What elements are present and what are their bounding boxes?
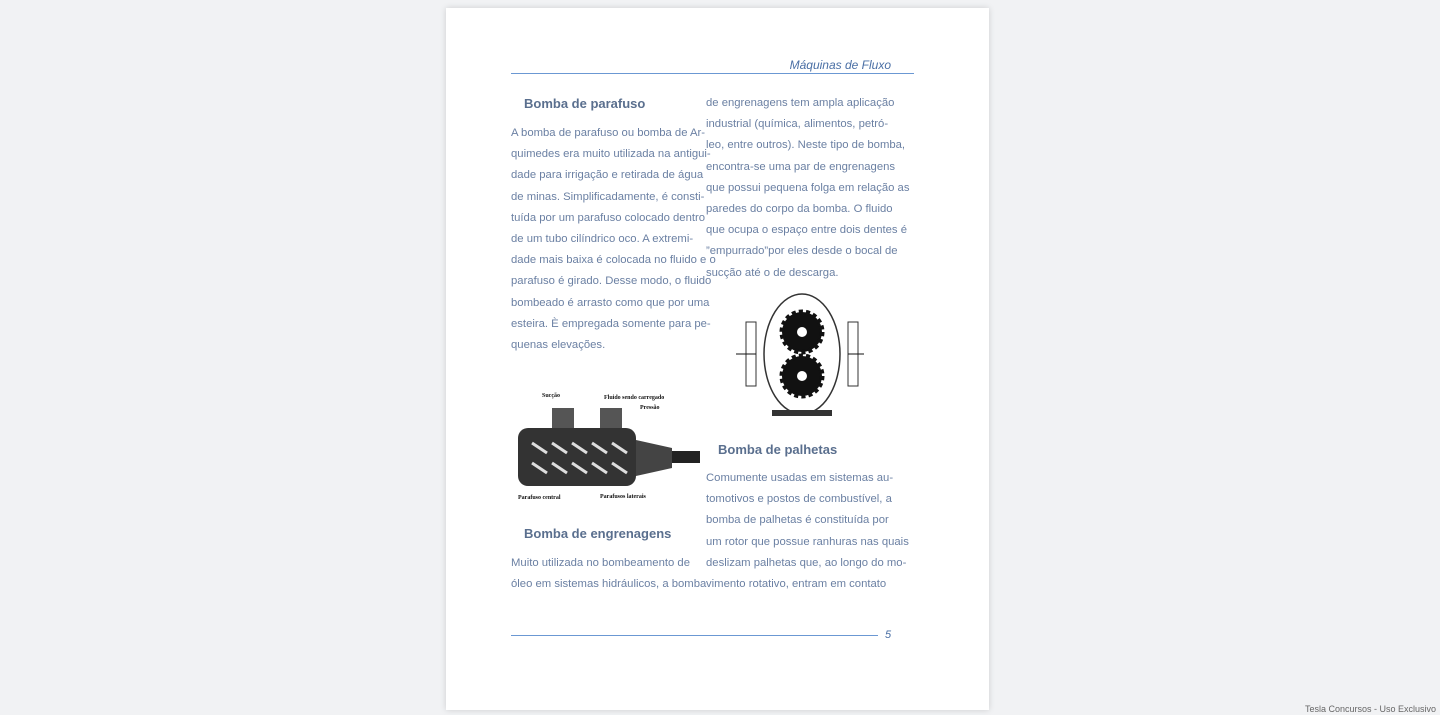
paragraph-parafuso: A bomba de parafuso ou bomba de Ar- quimedes era muito utilizada na antigui- dade para irrigação e retirada de água de minas. Simplificadamente, é consti- tuída por um parafuso colocado dentro de um tubo cilíndrico oco. A extremi- dade mais baixa é colocada no fluido e o parafuso é girado. Desse modo, o fluido bombeado é arrasto como que por uma esteira. È empregada somente para pe- quenas elevações. [511, 127, 716, 351]
gear-pump-figure [736, 292, 866, 420]
footer-note: Tesla Concursos - Uso Exclusivo [1304, 704, 1436, 714]
svg-text:Pressão: Pressão [640, 405, 660, 411]
paragraph-engrenagens-cont: de engrenagens tem ampla aplicação industrial (química, alimentos, petró- leo, entre outros). Neste tipo de bomba, encontra-se uma par de engrenagens que possui pequena folga em relação as paredes do corpo da bomba. O fluido que ocupa o espaço entre dois dentes é ”empurrado”por eles desde o bocal de sucção até o de descarga. [706, 97, 910, 279]
svg-text:Fluido sendo carregado: Fluido sendo carregado [604, 395, 665, 401]
screw-pump-figure [512, 388, 702, 504]
paragraph-engrenagens: Muito utilizada no bombeamento de óleo em sistemas hidráulicos, a bomba [511, 557, 707, 591]
document-page [446, 8, 989, 710]
heading-bomba-parafuso: Bomba de parafuso [524, 96, 646, 111]
header-rule [511, 73, 914, 74]
page-number: 5 [885, 629, 892, 641]
paragraph-palhetas: Comumente usadas em sistemas au- tomotivos e postos de combustível, a bomba de palhetas é constituída por um rotor que possue ranhuras nas quais deslizam palhetas que, ao longo do mo- vimento rotativo, entram em contato [706, 472, 909, 590]
svg-text:Sucção: Sucção [542, 393, 560, 399]
svg-text:Parafuso central: Parafuso central [518, 495, 561, 501]
heading-bomba-palhetas: Bomba de palhetas [718, 442, 838, 457]
heading-bomba-engrenagens: Bomba de engrenagens [524, 526, 672, 541]
svg-text:Parafusos laterais: Parafusos laterais [600, 494, 646, 500]
running-header: Máquinas de Fluxo [789, 58, 891, 72]
footer-rule [511, 635, 878, 636]
